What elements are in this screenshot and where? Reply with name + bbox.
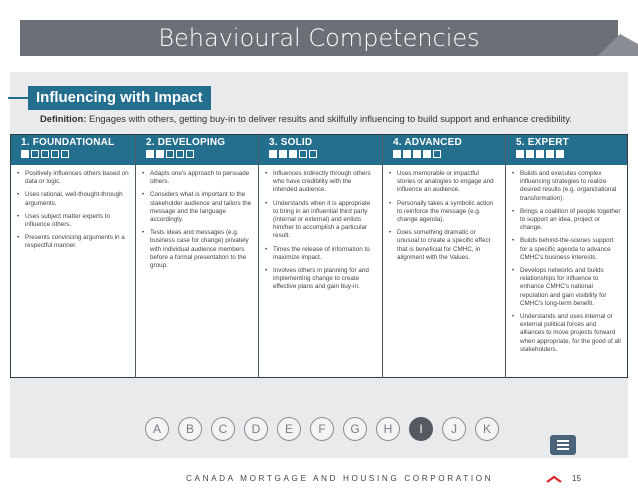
level-column [382,135,505,378]
level-box [21,150,29,158]
level-header [136,135,258,165]
nav-letter[interactable]: K [475,417,499,441]
footer-organization: CANADA MORTGAGE AND HOUSING CORPORATION [186,474,494,483]
behaviour-item: • Does something dramatic or unusual to create a specific effect that is beneficial for CMHC, in alignment with the Values. [389,229,499,262]
level-title: 2. DEVELOPING [146,137,226,148]
level-box [299,150,307,158]
behaviour-item: • Brings a coalition of people together to support an idea, project or change. [512,208,621,233]
level-box [269,150,277,158]
level-title: 1. FOUNDATIONAL [21,137,115,148]
level-title: 3. SOLID [269,137,313,148]
behaviour-item: • Influences indirectly through others who have credibility with the intended audience. [265,170,376,195]
behaviour-item: • Times the release of information to maximize impact. [265,246,376,262]
levels-grid [10,134,628,378]
definition [40,113,572,124]
level-header [259,135,382,165]
level-column [505,135,627,378]
nav-letter[interactable]: I [409,417,433,441]
behaviour-item: • Understands when it is appropriate to bring in an influential third party (internal or external) and enlists him/her to accomplish a particular result. [265,200,376,241]
level-box [156,150,164,158]
nav-letter[interactable]: G [343,417,367,441]
level-indicator [393,150,505,158]
level-box [423,150,431,158]
behaviour-item: • Considers what is important to the stakeholder audience and tailors the message and the language accordingly. [142,191,252,224]
nav-letter[interactable]: H [376,417,400,441]
behaviour-item: • Builds and executes complex influencing strategies to realize desired results (e.g. organizational transformation). [512,170,621,203]
level-box [289,150,297,158]
level-box [516,150,524,158]
level-box [526,150,534,158]
letter-navigation [145,417,499,441]
level-indicator [21,150,135,158]
level-box [51,150,59,158]
level-indicator [146,150,258,158]
level-box [309,150,317,158]
behaviour-item: • Involves others in planning for and implementing change to create effective plans and gain buy-in. [265,267,376,292]
nav-letter[interactable]: C [211,417,235,441]
page-title: Behavioural Competencies [20,20,618,56]
level-box [536,150,544,158]
level-title: 5. EXPERT [516,137,569,148]
level-box [556,150,564,158]
behaviour-item: • Builds behind-the-scenes support for a specific agenda to advance CMHC's business interests. [512,237,621,262]
level-column [258,135,382,378]
level-column [135,135,258,378]
behaviour-item: • Uses memorable or impactful stories or analogies to engage and influence an audience. [389,170,499,195]
level-title: 4. ADVANCED [393,137,462,148]
nav-letter[interactable]: A [145,417,169,441]
level-box [146,150,154,158]
level-box [279,150,287,158]
behaviour-item: • Uses rational, well-thought-through arguments. [17,191,129,207]
level-box [176,150,184,158]
nav-letter[interactable]: D [244,417,268,441]
level-box [61,150,69,158]
level-header [11,135,135,165]
level-box [433,150,441,158]
chevron-corner-icon [598,20,638,56]
nav-letter[interactable]: F [310,417,334,441]
level-box [413,150,421,158]
behaviour-item: • Presents convincing arguments in a respectful manner. [17,234,129,250]
level-indicator [516,150,627,158]
menu-button[interactable] [550,435,576,455]
level-box [186,150,194,158]
topic-rule [8,97,28,99]
page-number: 15 [572,474,581,483]
behaviour-item: • Develops networks and builds relationships for influence to enhance CMHC's national reputation and gain visibility for CMHC's long-term benefit. [512,267,621,308]
level-header [383,135,505,165]
level-header [506,135,627,165]
behaviour-item: • Positively influences others based on data or logic. [17,170,129,186]
definition-text: Engages with others, getting buy-in to deliver results and skilfully influencing to build support and enhance credibility. [88,113,572,124]
nav-letter[interactable]: B [178,417,202,441]
cmhc-logo-icon [545,474,563,484]
behaviour-item: • Uses subject matter experts to influence others. [17,213,129,229]
definition-label: Definition: [40,113,87,124]
level-box [403,150,411,158]
level-box [31,150,39,158]
level-indicator [269,150,382,158]
level-box [166,150,174,158]
level-box [41,150,49,158]
behaviour-item: • Tests ideas and messages (e.g. business case for change) privately with individual audience members before a formal presentation to the group. [142,229,252,270]
nav-letter[interactable]: E [277,417,301,441]
competency-name: Influencing with Impact [28,86,211,110]
level-box [393,150,401,158]
behaviour-item: • Understands and uses internal or external political forces and alliances to move projects forward when appropriate, for the good of all stakeholders. [512,313,621,354]
nav-letter[interactable]: J [442,417,466,441]
level-box [546,150,554,158]
level-column [11,135,135,378]
behaviour-item: • Adapts one's approach to persuade others. [142,170,252,186]
behaviour-item: • Personally takes a symbolic action to reinforce the message (e.g. change agenda). [389,200,499,225]
